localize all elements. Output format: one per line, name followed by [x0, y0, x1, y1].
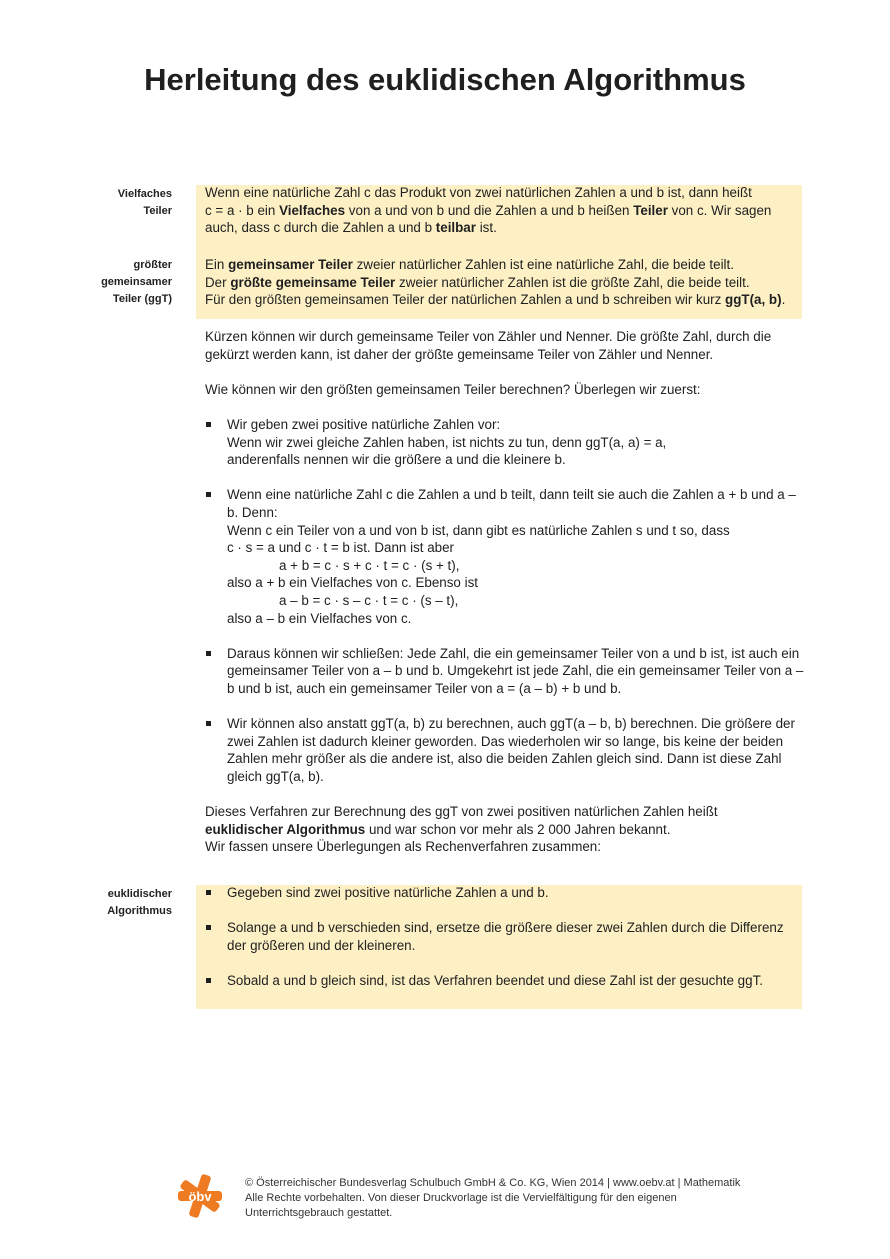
page-title: Herleitung des euklidischen Algorithmus [144, 62, 746, 97]
list-item: Gegeben sind zwei positive natürliche Zahlen a und b. [205, 884, 805, 902]
main-text [205, 328, 805, 856]
sidebar-label-vielfaches: Vielfaches Teiler [117, 188, 172, 217]
definition-ggt: Ein gemeinsamer Teiler zweier natürlicher Zahlen ist eine natürliche Zahl, die beide teilt. Der größte gemeinsame Teiler zweier natürlicher Zahlen ist die größte Zahl, die beide teilt. Für den größten gemeinsamen Teiler der natürlichen Zahlen a und b schreiben wir kurz ggT(a, b). [205, 257, 786, 308]
algorithm-steps [205, 884, 805, 990]
logo-text: öbv [188, 1189, 212, 1204]
sidebar-label-euklidischer-algorithmus: euklidischer Algorithmus [107, 888, 172, 917]
oebv-logo-icon [176, 1172, 224, 1220]
list-item: Wenn eine natürliche Zahl c die Zahlen a und b teilt, dann teilt sie auch die Zahlen a + b und a – b. Denn: Wenn c ein Teiler von a und von b ist, dann gibt es natürliche Zahlen s und t so, dass c · s = a und c · t = b ist. Dann ist aber a + b = c · s + c · t = c · (s + t), also a + b ein Vielfaches von c. Ebenso ist a – b = c · s – c · t = c · (s – t), also a – b ein Vielfaches von c. [205, 486, 805, 627]
list-item: Sobald a und b gleich sind, ist das Verfahren beendet und diese Zahl ist der gesuchte ggT. [205, 972, 805, 990]
paragraph: Wie können wir den größten gemeinsamen Teiler berechnen? Überlegen wir zuerst: [205, 381, 701, 397]
paragraph: Dieses Verfahren zur Berechnung des ggT von zwei positiven natürlichen Zahlen heißt euklidischer Algorithmus und war schon vor mehr als 2 000 Jahren bekannt. Wir fassen unsere Überlegungen als Rechenverfahren zusammen: [205, 804, 718, 855]
oebv-logo [176, 1172, 224, 1220]
paragraph: Kürzen können wir durch gemeinsame Teiler von Zähler und Nenner. Die größte Zahl, durch die gekürzt werden kann, ist daher der größte gemeinsame Teiler von Zähler und Nenner. [205, 329, 772, 362]
footer-copyright: © Österreichischer Bundesverlag Schulbuch GmbH & Co. KG, Wien 2014 | www.oebv.at | Mathematik Alle Rechte vorbehalten. Von dieser Druckvorlage ist die Vervielfältigung für den eigenen Unterrichtsgebrauch gestattet. [245, 1177, 741, 1219]
list-item: Wir geben zwei positive natürliche Zahlen vor: Wenn wir zwei gleiche Zahlen haben, ist nichts zu tun, denn ggT(a, a) = a, anderenfalls nennen wir die größere a und die kleinere b. [205, 416, 805, 469]
list-item: Daraus können wir schließen: Jede Zahl, die ein gemeinsamer Teiler von a und b ist, ist auch ein gemeinsamer Teiler von a – b und b. Umgekehrt ist jede Zahl, die ein gemeinsamer Teiler von a – b und b ist, auch ein gemeinsamer Teiler von a = (a – b) + b und b. [205, 645, 805, 698]
list-item: Wir können also anstatt ggT(a, b) zu berechnen, auch ggT(a – b, b) berechnen. Die größere der zwei Zahlen ist dadurch kleiner geworden. Das wiederholen wir so lange, bis keine der beiden Zahlen mehr größer als die andere ist, also die beiden Zahlen gleich sind. Dann ist diese Zahl gleich ggT(a, b). [205, 715, 805, 785]
definition-vielfaches: Wenn eine natürliche Zahl c das Produkt von zwei natürlichen Zahlen a und b ist, dann heißt c = a · b ein Vielfaches von a und von b und die Zahlen a und b heißen Teiler von c. Wir sagen auch, dass c durch die Zahlen a und b teilbar ist. [205, 185, 772, 236]
list-item: Solange a und b verschieden sind, ersetze die größere dieser zwei Zahlen durch die Differenz der größeren und der kleineren. [205, 919, 805, 954]
sidebar-label-ggt: größter gemeinsamer Teiler (ggT) [101, 259, 172, 305]
